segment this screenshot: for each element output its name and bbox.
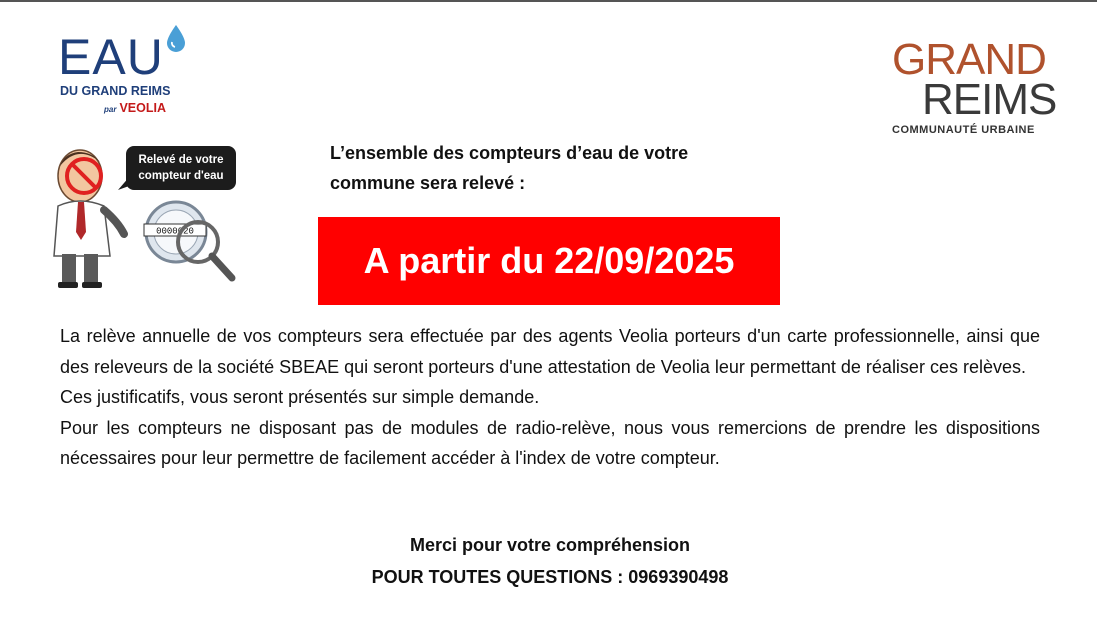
water-drop-icon xyxy=(164,24,188,54)
footer-thanks: Merci pour votre compréhension xyxy=(409,535,691,555)
meter-digits: 0000020 xyxy=(156,226,194,237)
grand-reims-logo xyxy=(888,35,1058,138)
body-paragraph-reading: La relève annuelle de vos compteurs sera effectuée par des agents Veolia porteurs d'un carte professionnelle, ainsi que des releveurs de la société SBEAE qui seront porteurs d'une attestation de Veolia leur permettant de réaliser ces relèves. xyxy=(60,326,1040,377)
body-paragraph-credentials: Ces justificatifs, vous seront présentés sur simple demande. xyxy=(60,387,540,407)
body-paragraph-access: Pour les compteurs ne disposant pas de modules de radio-relève, nous vous remercions de prendre les dispositions nécessaires pour leur permettre de facilement accéder à l'index de votre compteur. xyxy=(60,417,1040,468)
eau-logo-brand-line xyxy=(104,99,166,117)
notice-intro xyxy=(330,138,790,198)
eau-logo-word: EAU xyxy=(58,29,164,85)
speech-bubble xyxy=(126,146,236,190)
footer-contact: POUR TOUTES QUESTIONS : 0969390498 xyxy=(371,567,729,587)
veolia-brand: VEOLIA xyxy=(119,101,166,115)
speech-bubble-line2: compteur d'eau xyxy=(138,170,224,182)
eau-logo-subtitle: DU GRAND REIMS xyxy=(60,84,171,98)
grand-reims-logo-subtitle: COMMUNAUTÉ URBAINE xyxy=(892,124,1035,136)
eau-logo-par: par xyxy=(104,105,117,114)
eau-du-grand-reims-logo xyxy=(58,24,198,114)
speech-bubble-line1: Relevé de votre xyxy=(138,154,224,166)
grand-reims-logo-line2: REIMS xyxy=(922,75,1057,124)
meter-reader-illustration xyxy=(48,136,248,292)
notice-footer xyxy=(250,529,850,593)
date-banner: A partir du 22/09/2025 xyxy=(318,217,780,305)
top-border-line xyxy=(0,0,1097,2)
notice-body xyxy=(60,321,1040,474)
grand-reims-logo-line1: GRAND xyxy=(892,35,1046,84)
notice-intro-line1: L’ensemble des compteurs d’eau de votre xyxy=(330,143,689,163)
notice-intro-line2: commune sera relevé : xyxy=(330,173,526,193)
